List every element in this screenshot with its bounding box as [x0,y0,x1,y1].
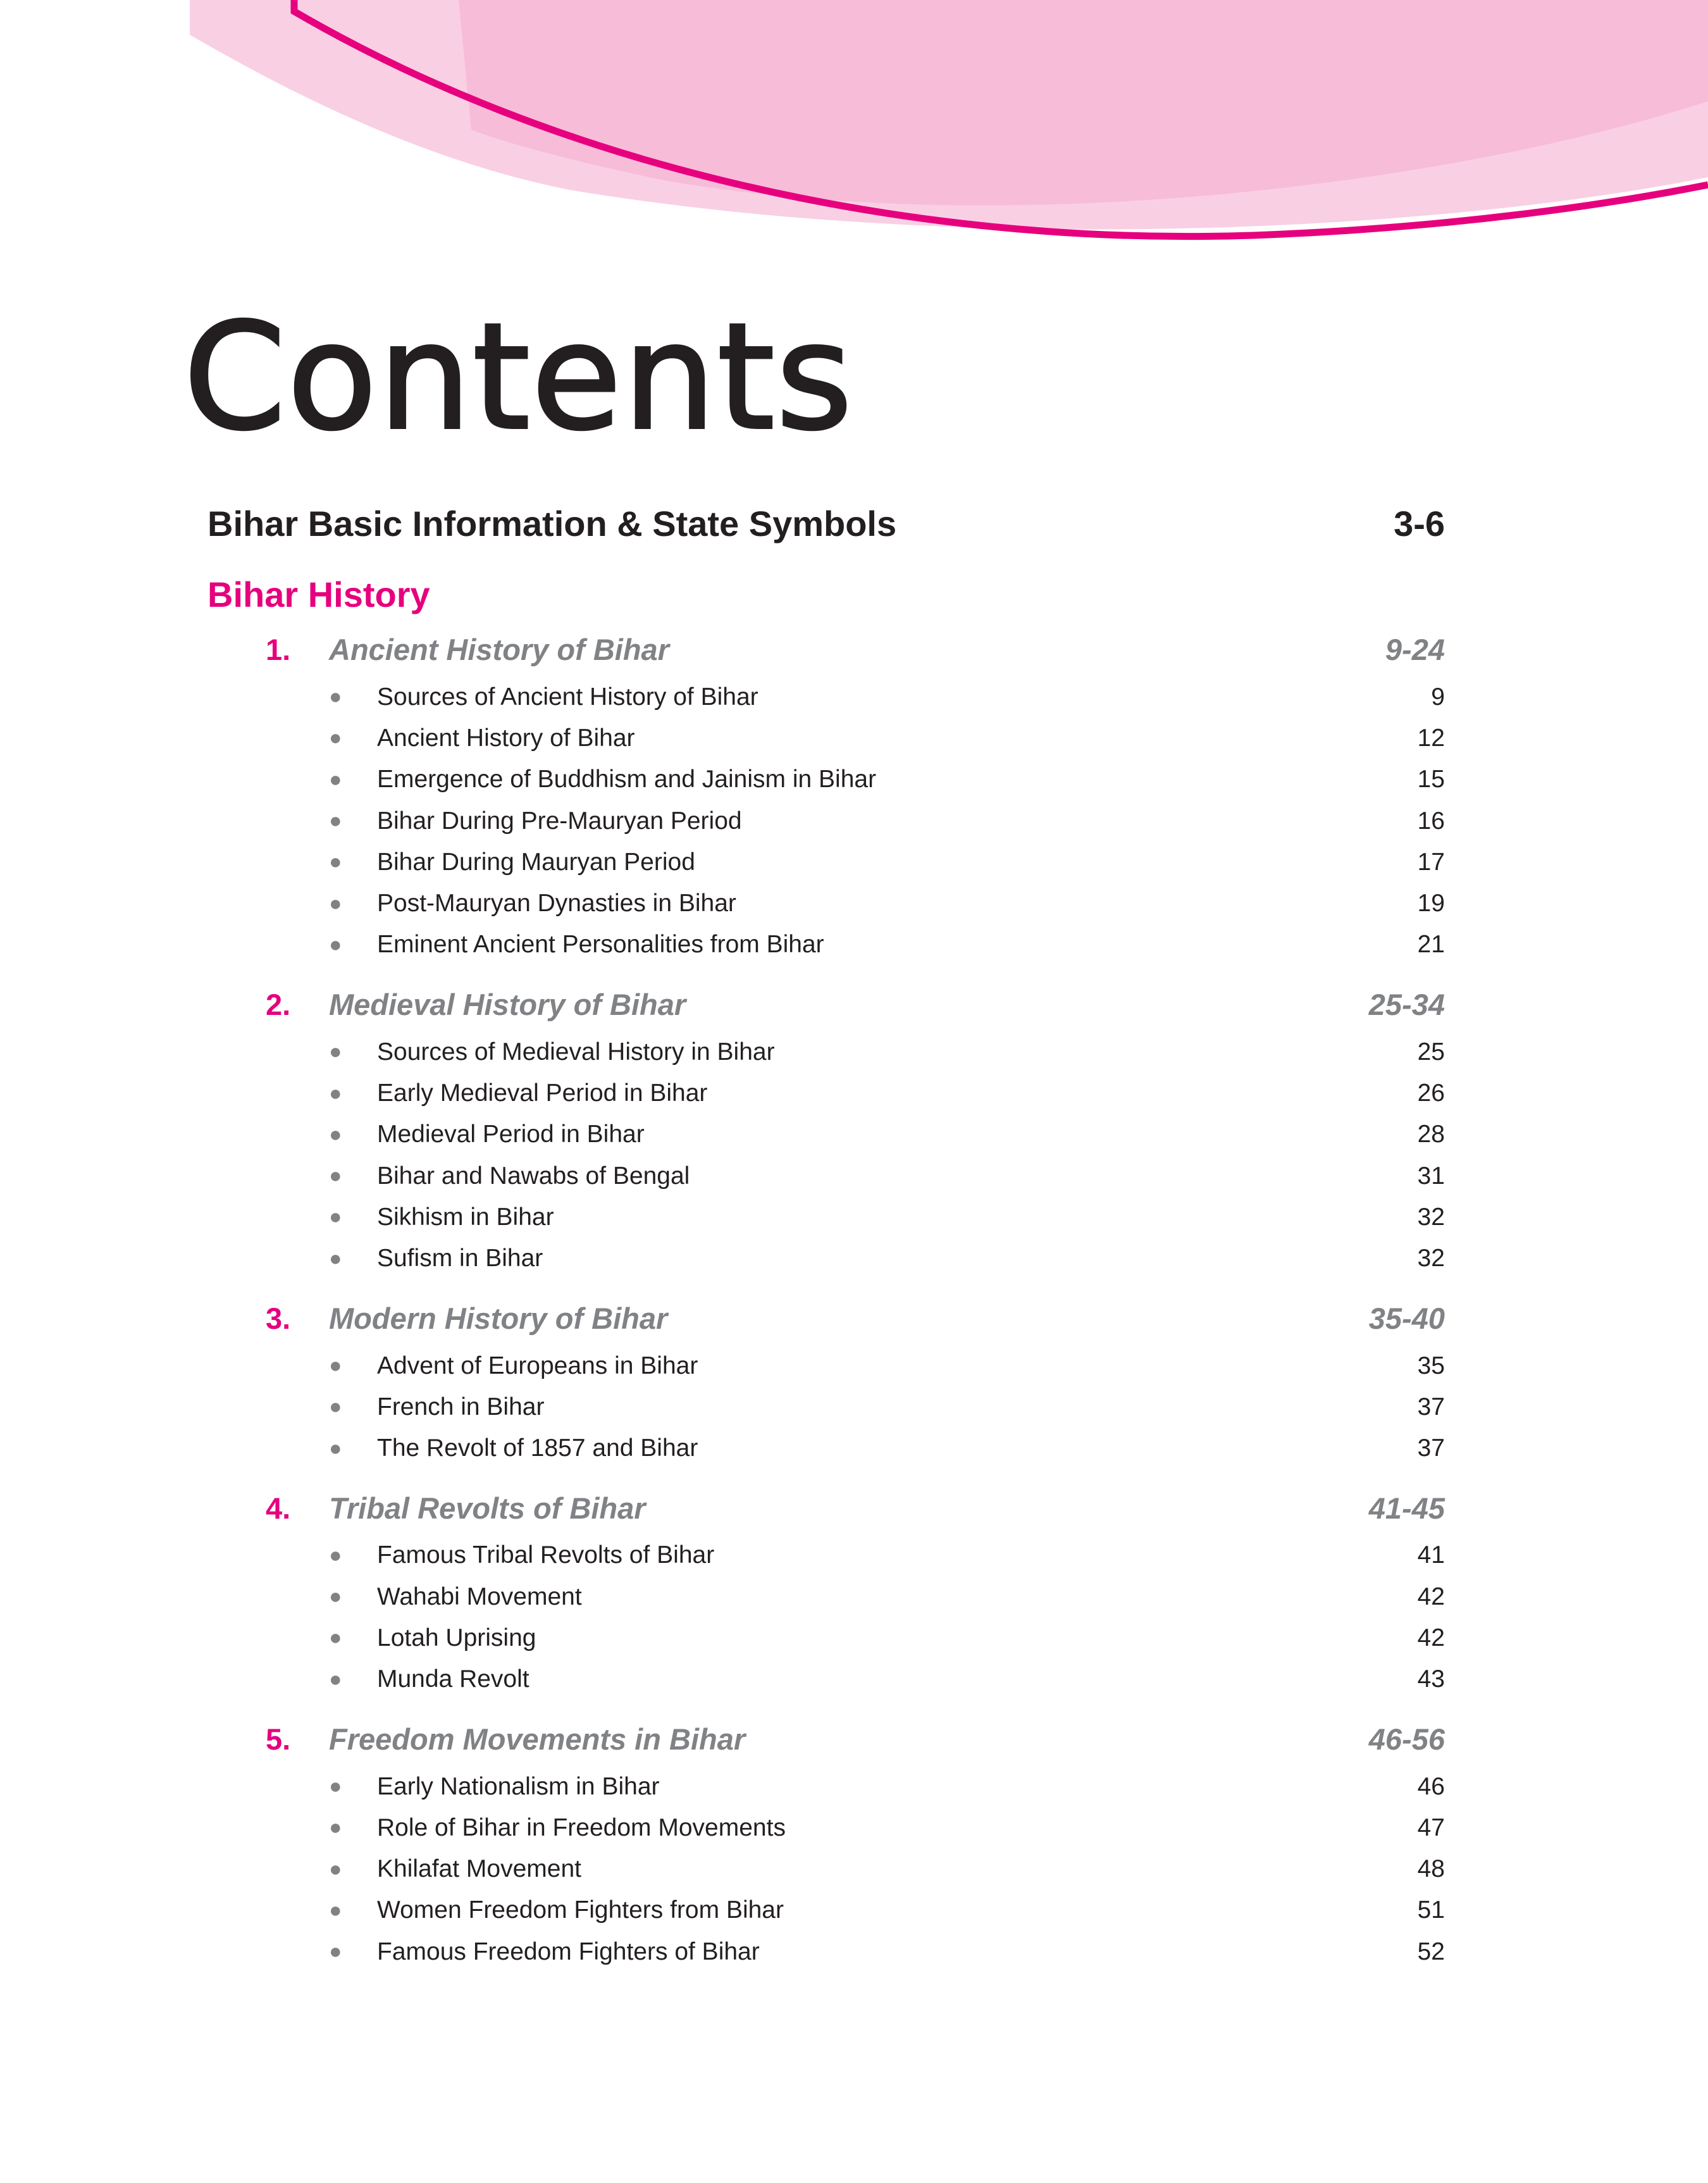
topic-page: 47 [1417,1813,1445,1841]
topic-page: 25 [1417,1038,1445,1066]
topic-item[interactable] [207,718,1445,759]
bullet-icon: ● [329,850,342,874]
topic-page: 37 [1417,1434,1445,1462]
part-heading: Bihar History [207,575,430,614]
topic-title: Ancient History of Bihar [377,724,635,752]
topic-list [207,1031,1445,1279]
chapter-title: Tribal Revolts of Bihar [329,1491,646,1525]
topic-list [207,1766,1445,1972]
topic-title: Bihar During Mauryan Period [377,848,695,876]
topic-title: Wahabi Movement [377,1583,582,1610]
topic-title: Emergence of Buddhism and Jainism in Bihar [377,766,877,793]
topic-title: Role of Bihar in Freedom Movements [377,1813,786,1841]
topic-item[interactable] [207,1386,1445,1427]
topic-title: The Revolt of 1857 and Bihar [377,1434,698,1462]
bullet-icon: ● [329,1939,342,1964]
topic-item[interactable] [207,1031,1445,1073]
topic-item[interactable] [207,1238,1445,1279]
topic-item[interactable] [207,924,1445,966]
bullet-icon: ● [329,1543,342,1567]
topic-title: Sufism in Bihar [377,1245,543,1272]
topic-list [207,1535,1445,1700]
topic-page: 17 [1417,848,1445,876]
chapter-section [207,978,1445,1279]
bullet-icon: ● [329,891,342,916]
chapter-number: 4. [266,1491,291,1525]
topic-page: 43 [1417,1665,1445,1693]
topic-item[interactable] [207,842,1445,883]
topic-list [207,1345,1445,1469]
topic-page: 35 [1417,1352,1445,1379]
topic-title: Early Nationalism in Bihar [377,1772,660,1800]
bullet-icon: ● [329,1395,342,1419]
chapter-heading[interactable] [207,1713,1445,1766]
bullet-icon: ● [329,1081,342,1105]
topic-page: 46 [1417,1772,1445,1800]
bullet-icon: ● [329,1246,342,1271]
bullet-icon: ● [329,1856,342,1881]
bullet-icon: ● [329,1436,342,1460]
chapter-pages: 9-24 [1385,633,1445,666]
topic-page: 12 [1417,724,1445,752]
chapter-number: 1. [266,633,291,666]
topic-page: 52 [1417,1937,1445,1965]
chapter-heading[interactable] [207,1292,1445,1345]
topic-item[interactable] [207,1890,1445,1931]
topic-item[interactable] [207,676,1445,718]
chapter-number: 2. [266,988,291,1022]
topic-page: 42 [1417,1583,1445,1610]
topic-page: 37 [1417,1393,1445,1421]
bullet-icon: ● [329,1898,342,1922]
topic-item[interactable] [207,1345,1445,1386]
topic-item[interactable] [207,1766,1445,1807]
bullet-icon: ● [329,1815,342,1840]
topic-page: 41 [1417,1541,1445,1569]
topic-page: 32 [1417,1245,1445,1272]
chapter-number: 3. [266,1301,291,1335]
topic-page: 42 [1417,1624,1445,1651]
bullet-icon: ● [329,726,342,750]
topic-title: Khilafat Movement [377,1855,581,1883]
bullet-icon: ● [329,1353,342,1378]
chapter-pages: 25-34 [1368,988,1445,1022]
chapter-heading[interactable] [207,978,1445,1031]
topic-title: Lotah Uprising [377,1624,536,1651]
topic-list [207,676,1445,966]
toc-entry-basic-info[interactable] [207,503,1445,566]
topic-page: 21 [1417,931,1445,959]
topic-item[interactable] [207,1659,1445,1700]
topic-item[interactable] [207,1617,1445,1658]
topic-item[interactable] [207,1114,1445,1155]
topic-title: Post-Mauryan Dynasties in Bihar [377,890,736,917]
chapter-pages: 35-40 [1368,1301,1445,1335]
topic-title: Early Medieval Period in Bihar [377,1079,708,1107]
bullet-icon: ● [329,1205,342,1229]
chapter-title: Modern History of Bihar [329,1301,668,1335]
chapter-section [207,1292,1445,1469]
topic-item[interactable] [207,1576,1445,1617]
topic-item[interactable] [207,1197,1445,1238]
topic-title: Advent of Europeans in Bihar [377,1352,698,1379]
chapter-heading[interactable] [207,1482,1445,1535]
bullet-icon: ● [329,1626,342,1650]
topic-item[interactable] [207,1849,1445,1890]
header-decoration [0,0,1708,266]
topic-item[interactable] [207,1535,1445,1576]
chapter-pages: 41-45 [1368,1491,1445,1525]
chapter-title: Medieval History of Bihar [329,988,686,1022]
topic-item[interactable] [207,1427,1445,1469]
topic-title: Medieval Period in Bihar [377,1121,645,1148]
topic-item[interactable] [207,800,1445,842]
bullet-icon: ● [329,1774,342,1799]
bullet-icon: ● [329,685,342,709]
topic-page: 48 [1417,1855,1445,1883]
topic-page: 19 [1417,890,1445,917]
bullet-icon: ● [329,809,342,833]
table-of-contents [207,503,1445,1985]
bullet-icon: ● [329,932,342,957]
topic-page: 15 [1417,766,1445,793]
topic-title: Women Freedom Fighters from Bihar [377,1896,784,1924]
chapter-number: 5. [266,1722,291,1756]
chapter-section [207,1713,1445,1972]
topic-title: Bihar and Nawabs of Bengal [377,1162,690,1190]
bullet-icon: ● [329,1584,342,1609]
bullet-icon: ● [329,1122,342,1147]
chapter-pages: 46-56 [1368,1722,1445,1756]
topic-item[interactable] [207,1931,1445,1972]
chapter-heading[interactable] [207,623,1445,676]
topic-title: French in Bihar [377,1393,545,1421]
page-title: Contents [183,292,854,463]
topic-item[interactable] [207,1155,1445,1197]
chapter-title: Freedom Movements in Bihar [329,1722,746,1756]
chapter-section [207,623,1445,966]
topic-item[interactable] [207,1807,1445,1848]
topic-page: 26 [1417,1079,1445,1107]
basic-info-label: Bihar Basic Information & State Symbols [207,504,897,544]
topic-page: 31 [1417,1162,1445,1190]
topic-title: Sources of Medieval History in Bihar [377,1038,775,1066]
chapter-title: Ancient History of Bihar [329,633,669,666]
topic-title: Munda Revolt [377,1665,529,1693]
topic-title: Sikhism in Bihar [377,1203,554,1231]
topic-title: Eminent Ancient Personalities from Bihar [377,931,824,959]
basic-info-pages: 3-6 [1394,504,1445,544]
topic-title: Sources of Ancient History of Bihar [377,683,758,711]
topic-page: 28 [1417,1121,1445,1148]
topic-title: Bihar During Pre-Mauryan Period [377,807,742,835]
topic-title: Famous Tribal Revolts of Bihar [377,1541,715,1569]
topic-item[interactable] [207,883,1445,924]
chapter-section [207,1482,1445,1700]
topic-item[interactable] [207,759,1445,800]
topic-title: Famous Freedom Fighters of Bihar [377,1937,760,1965]
bullet-icon: ● [329,767,342,792]
bullet-icon: ● [329,1164,342,1188]
topic-page: 51 [1417,1896,1445,1924]
bullet-icon: ● [329,1040,342,1064]
topic-item[interactable] [207,1073,1445,1114]
topic-page: 16 [1417,807,1445,835]
topic-page: 32 [1417,1203,1445,1231]
bullet-icon: ● [329,1667,342,1691]
topic-page: 9 [1431,683,1445,711]
